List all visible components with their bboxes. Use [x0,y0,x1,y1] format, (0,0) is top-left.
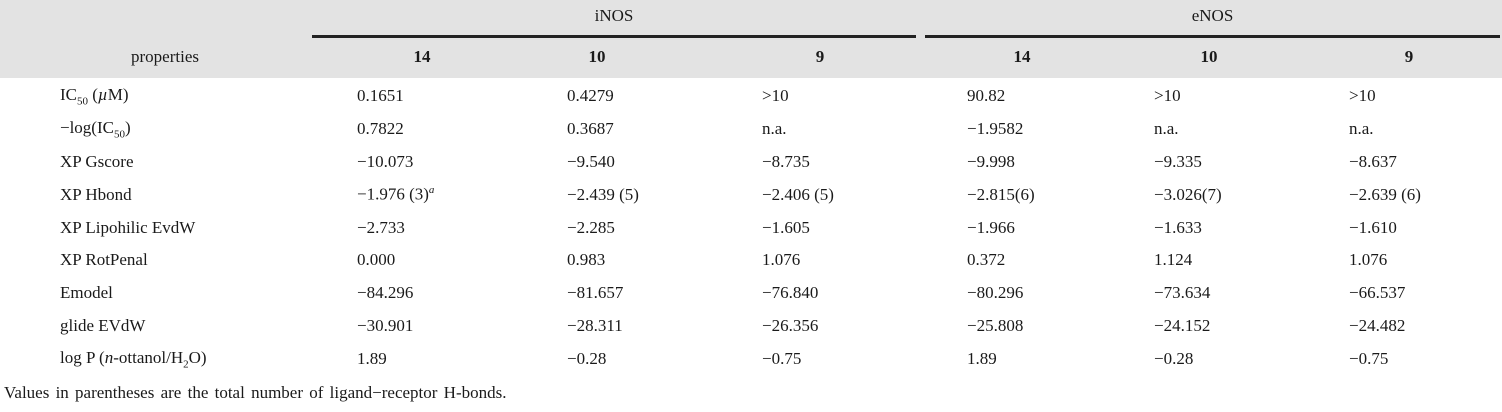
table-cell: 0.7822 [357,119,404,139]
row-label: XP Gscore [60,151,134,171]
row-label-ic50: $IC_{50}$ (µM) [60,85,129,108]
table-cell: −25.808 [967,315,1024,335]
table-cell: −1.610 [1349,217,1397,237]
table-row [0,244,1502,277]
table-cell: >10 [762,86,789,106]
table-cell: −2.733 [357,217,405,237]
group-header-enos: eNOS [1191,6,1234,25]
table-cell: −1.976 $(3)^a$ [357,184,435,205]
table-cell: −9.540 [567,151,615,171]
table-cell: 0.3687 [567,119,614,139]
table-row [0,80,1502,113]
table-cell: −80.296 [967,283,1024,303]
table-cell: 0.1651 [357,86,404,106]
table-row [0,310,1502,343]
row-label-logp: log P $(n-ottanol/H_2O)$ [60,347,207,370]
table-footnote: Values in parentheses are the total number of ligand−receptor H-bonds. [4,383,507,402]
table-cell: −2.285 [567,217,615,237]
table-cell: −9.335 [1154,151,1202,171]
table-cell: −73.634 [1154,283,1211,303]
table-cell: −2.639 (6) [1349,184,1421,204]
table-cell: −8.735 [762,151,810,171]
table-cell: n.a. [1349,119,1374,139]
table-cell: −1.605 [762,217,810,237]
table-cell: 90.82 [967,86,1006,106]
table-cell: −8.637 [1349,151,1397,171]
row-label-neglog-ic50: $-\log(IC_{50})$ [60,118,131,141]
table-cell: −0.75 [1349,348,1389,368]
column-header-inos-14: 14 [413,47,431,66]
table-row [0,211,1502,244]
table-cell: −26.356 [762,315,819,335]
table-cell: 0.4279 [567,86,614,106]
table-cell: 1.89 [357,348,387,368]
table-cell: >10 [1349,86,1376,106]
table-cell: 1.124 [1154,250,1193,270]
table-cell: −84.296 [357,283,414,303]
data-table [0,80,1502,375]
table-cell: n.a. [1154,119,1179,139]
table-cell: −2.406 (5) [762,184,834,204]
table-cell: 1.076 [1349,250,1388,270]
column-header-enos-10: 10 [1200,47,1218,66]
table-cell: −9.998 [967,151,1015,171]
table-cell: −28.311 [567,315,623,335]
row-label: Emodel [60,283,113,303]
table-cell: >10 [1154,86,1181,106]
column-header-inos-9: 9 [815,47,825,66]
column-header-enos-14: 14 [1013,47,1031,66]
table-cell: −10.073 [357,151,414,171]
table-row [0,178,1502,211]
table-cell: 0.983 [567,250,606,270]
group-rule-enos [925,35,1500,38]
row-label: glide EVdW [60,315,146,335]
table-row [0,146,1502,179]
table-cell: −76.840 [762,283,819,303]
column-header-inos-10: 10 [588,47,606,66]
table-cell: −2.815(6) [967,184,1035,204]
table-cell: −81.657 [567,283,624,303]
group-header-inos: iNOS [594,6,634,25]
table-cell: 1.89 [967,348,997,368]
table-cell: −1.9582 [967,119,1024,139]
footnote-marker: a [428,184,435,197]
table-cell: −24.482 [1349,315,1406,335]
table-cell: −0.28 [1154,348,1194,368]
table-cell: −0.28 [567,348,607,368]
table-cell: −66.537 [1349,283,1406,303]
table-cell: −2.439 (5) [567,184,639,204]
table-cell: −3.026(7) [1154,184,1222,204]
table-row [0,277,1502,310]
table-cell: −0.75 [762,348,802,368]
table-row [0,113,1502,146]
group-rule-inos [312,35,916,38]
table-cell: −1.633 [1154,217,1202,237]
table-cell: n.a. [762,119,787,139]
row-label: XP Hbond [60,184,132,204]
column-header-enos-9: 9 [1404,47,1414,66]
table-cell: −1.966 [967,217,1015,237]
table-cell: −24.152 [1154,315,1211,335]
table-row [0,342,1502,375]
table-cell: −30.901 [357,315,414,335]
row-label: XP Lipohilic EvdW [60,217,196,237]
table-cell: 0.000 [357,250,396,270]
table-cell: 0.372 [967,250,1006,270]
row-label: XP RotPenal [60,250,148,270]
table-cell: 1.076 [762,250,801,270]
column-header-properties: properties [131,47,199,66]
